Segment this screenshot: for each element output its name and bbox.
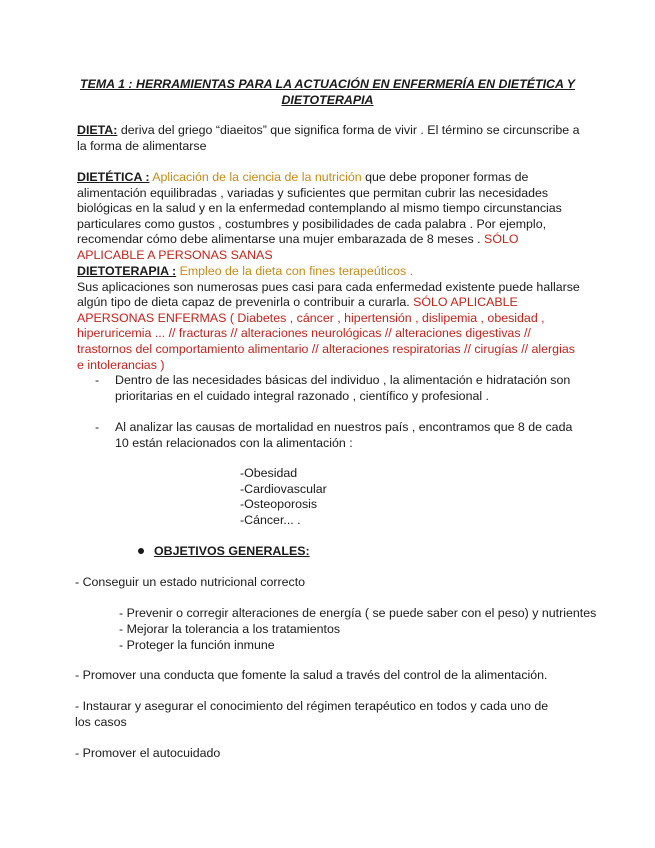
objetivo-item: - Conseguir un estado nutricional correcto: [75, 575, 306, 589]
dietoterapia-highlight: Empleo de la dieta con fines terapeúticos .: [176, 264, 414, 278]
objetivo-item: - Promover una conducta que fomente la salud a través del control de la alimentación.: [75, 668, 548, 682]
dietoterapia-paragraph: [77, 264, 582, 373]
list-item: [95, 420, 580, 451]
cause-item: -Osteoporosis: [240, 497, 318, 512]
cause-item: -Obesidad: [240, 466, 298, 480]
objetivo-subitem: - Prevenir o corregir alteraciones de energía ( se puede saber con el peso) y nutrientes: [119, 606, 597, 620]
dietoterapia-label: DIETOTERAPIA :: [77, 264, 177, 278]
list-item: [95, 373, 580, 404]
list-item-text: Al analizar las causas de mortalidad en nuestros país , encontramos que 8 de cada 10 están relacionados con la alimentación :: [115, 420, 573, 450]
dietetica-paragraph: [77, 170, 582, 264]
dietetica-text: que debe proponer formas de alimentación equilibradas , variadas y suficientes que permitan cubrir las necesidades biológicas en la salud y en la enfermedad contemplando al mismo tiempo circunstancias particulares como gustos , costumbres y posibilidades de cada palabra . Por ejemplo, recomendar cómo debe alimentarse una mujer embarazada de 8 meses .: [77, 170, 562, 247]
dash-marker: -: [95, 373, 100, 387]
dietetica-highlight: Aplicación de la ciencia de la nutrición: [149, 170, 362, 184]
objetivo-subitem: - Mejorar la tolerancia a los tratamientos: [119, 622, 341, 636]
objetivo-subitem: - Proteger la función inmune: [119, 638, 275, 652]
list-item-text: Dentro de las necesidades básicas del individuo , la alimentación e hidratación son prioritarias en el cuidado integral razonado , científico y profesional .: [115, 373, 571, 403]
dash-marker: -: [95, 420, 100, 434]
causes-list: [240, 466, 327, 528]
dietetica-label: DIETÉTICA :: [77, 170, 150, 184]
dietoterapia-note: SÓLO APLICABLE APERSONAS ENFERMAS ( Diabetes , cáncer , hipertensión , dislipemia , obesidad , hiperuricemia ... // fracturas // alteraciones neurológicas // alteraciones digestivas // trastornos del comportamiento alimentario // alteraciones respiratorias // cirugías // alergias e intolerancias ): [77, 295, 575, 372]
bullet-icon: [138, 548, 144, 554]
objetivos-heading: OBJETIVOS GENERALES:: [154, 544, 310, 558]
cause-item: -Cáncer... .: [240, 512, 301, 527]
objetivos-heading-row: [138, 544, 310, 560]
objetivo-item: - Promover el autocuidado: [75, 746, 221, 760]
objetivo-item: - Instaurar y asegurar el conocimiento del régimen terapéutico en todos y cada uno de los casos: [75, 699, 549, 729]
dieta-paragraph: [77, 123, 582, 154]
dieta-text: deriva del griego “diaeitos” que significa forma de vivir . El término se circunscribe a la forma de alimentarse: [77, 123, 580, 153]
dieta-label: DIETA:: [77, 123, 118, 137]
dietoterapia-text: Sus aplicaciones son numerosas pues casi para cada enfermedad existente puede hallarse algún tipo de dieta capaz de prevenirla o contribuir a curarla.: [77, 279, 580, 310]
dietetica-note: SÓLO APLICABLE A PERSONAS SANAS: [77, 232, 519, 262]
page-title: TEMA 1 : HERRAMIENTAS PARA LA ACTUACIÓN EN ENFERMERÍA EN DIETÉTICA Y DIETOTERAPIA: [80, 77, 575, 107]
cause-item: -Cardiovascular: [240, 481, 327, 496]
